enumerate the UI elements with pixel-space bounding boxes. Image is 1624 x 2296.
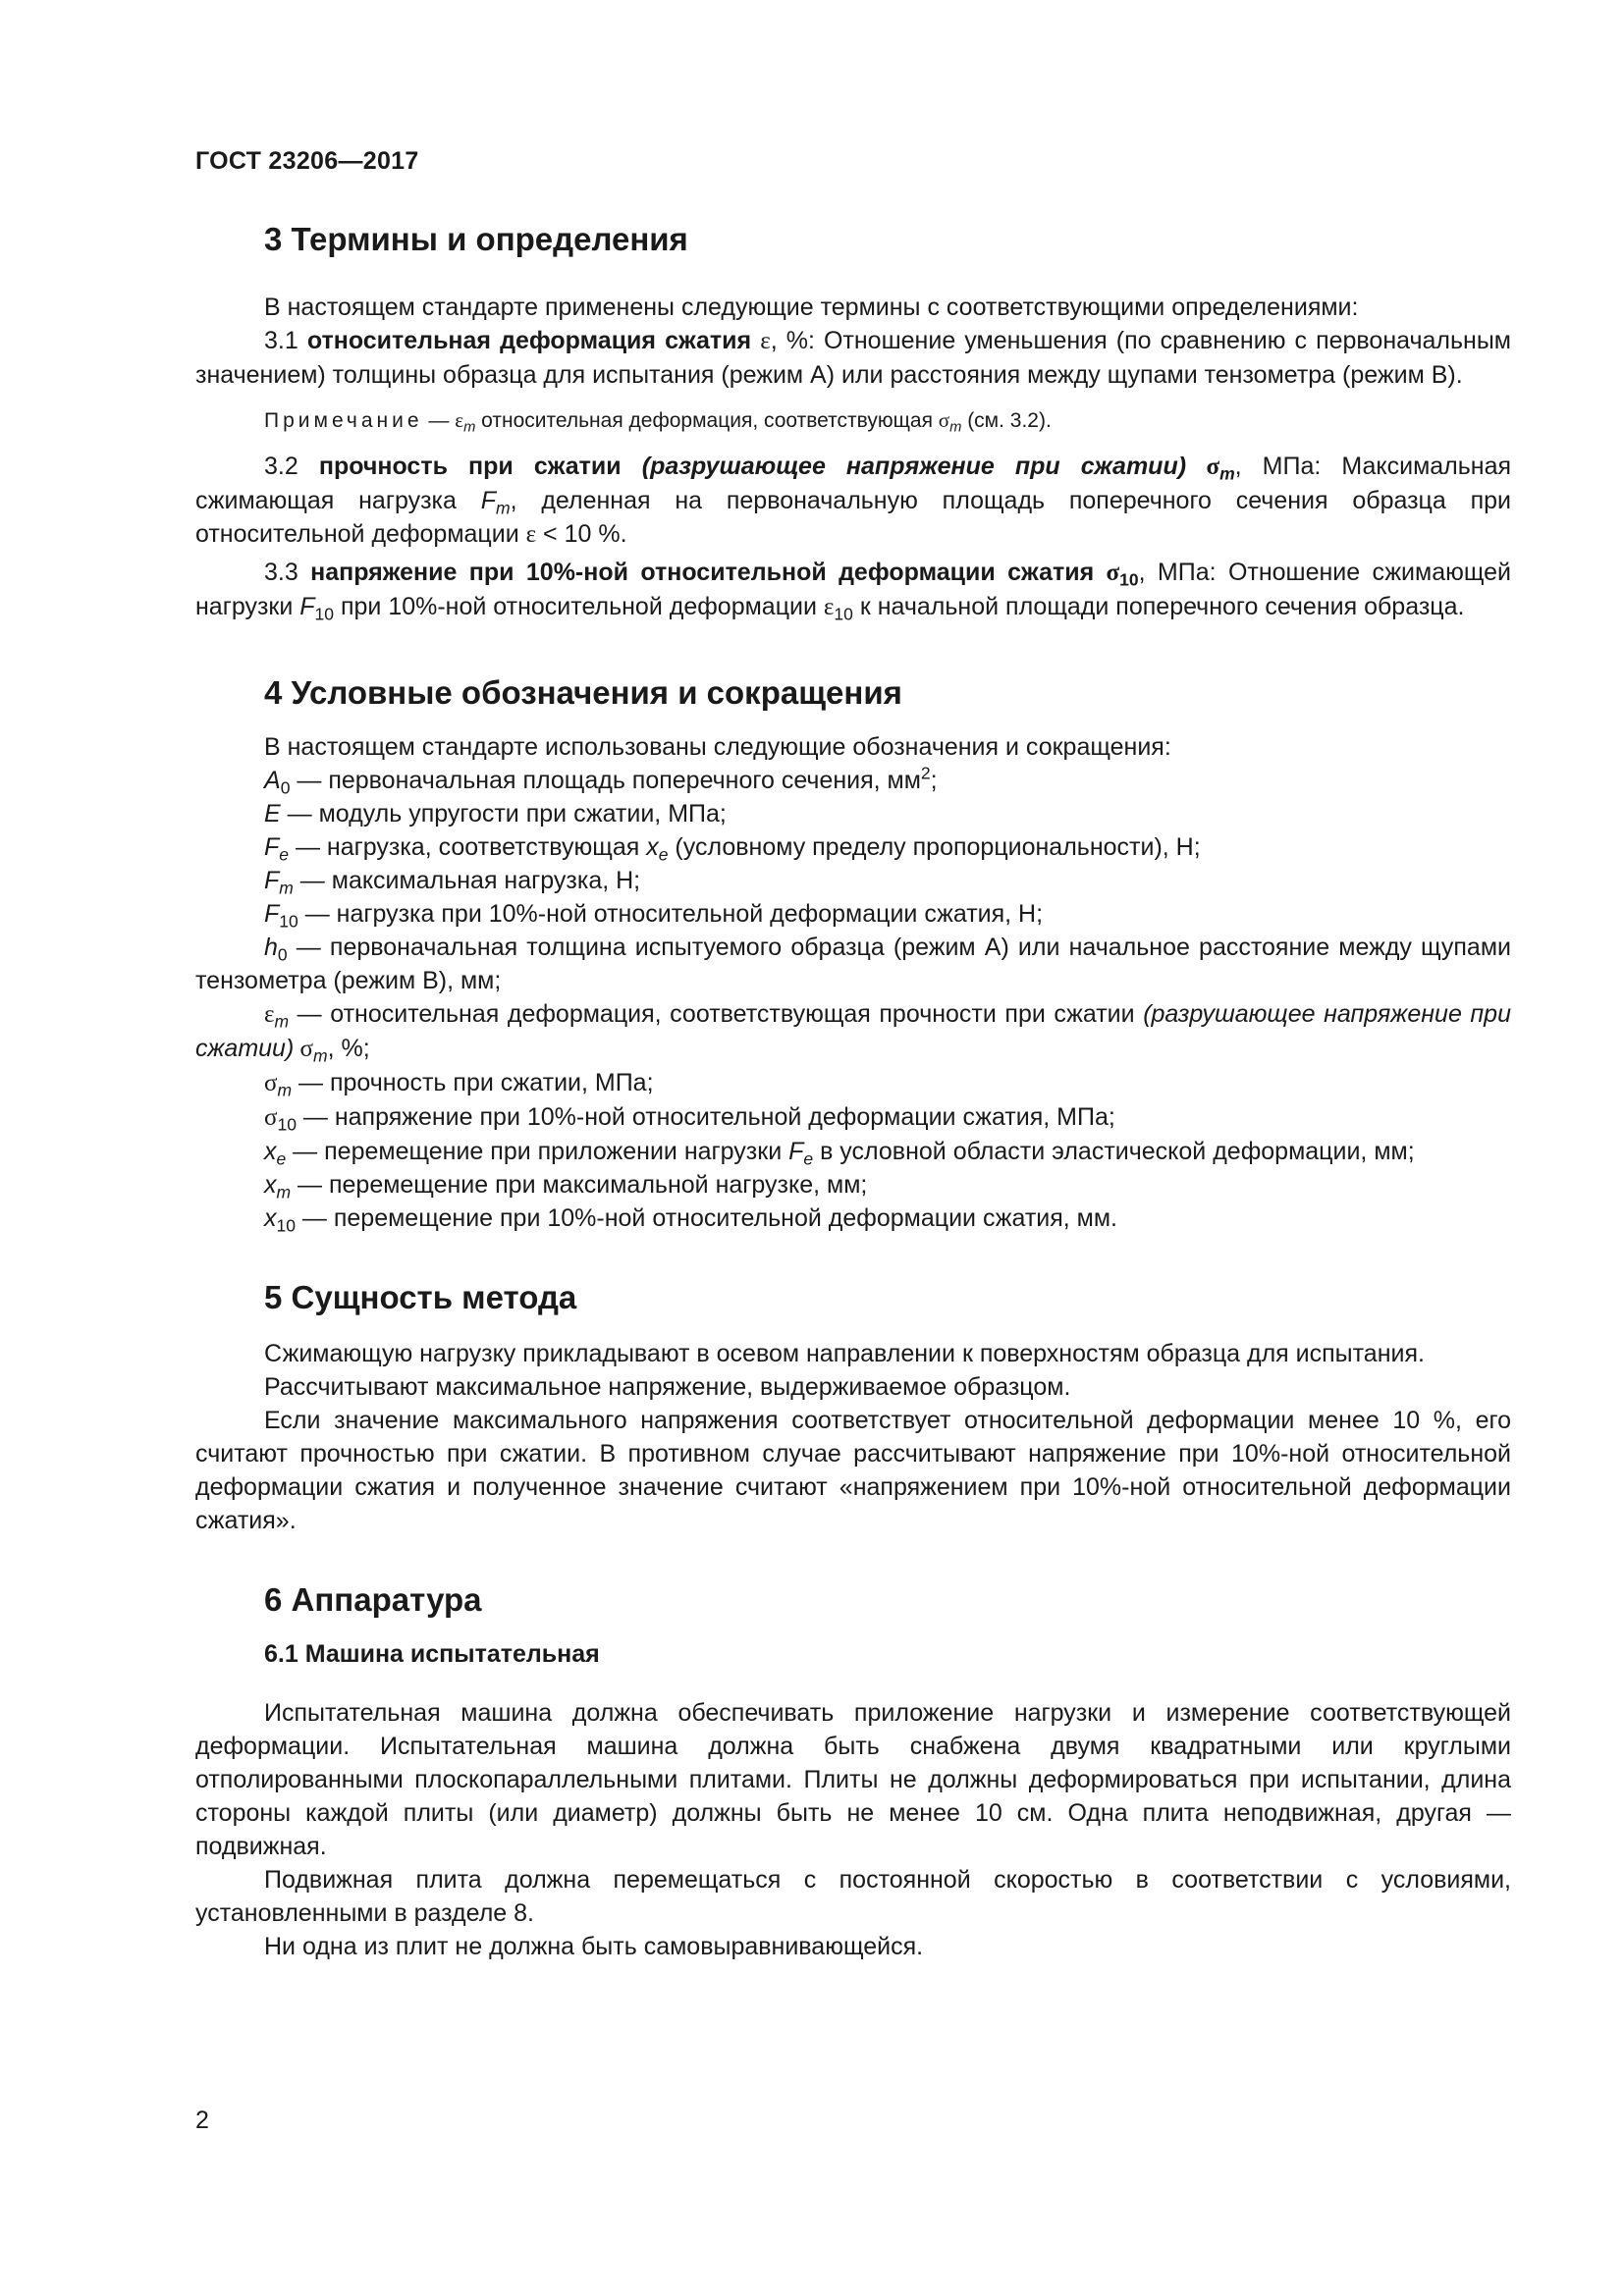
note-symbol: σ: [938, 408, 950, 432]
symbol-item: $\varepsilon_m$ — относительная деформация, соответствующая прочности при сжатии (разрушающее напряжение при сжатии) $\sigma_m$, %;: [195, 1000, 1511, 1066]
note-subscript: m: [949, 419, 962, 436]
paragraph: Рассчитывают максимальное напряжение, выдерживаемое образцом.: [264, 1373, 1071, 1401]
term-definition: , МПа: Отношение сжимающей нагрузки: [195, 559, 1512, 620]
term-subscript: m: [1219, 463, 1235, 484]
term-definition: , %: Отношение уменьшения (по сравнению с первоначальным значением) толщины образца для испытания (режим А) или расстояния между щупами тензометра (режим В).: [195, 327, 1511, 389]
term-3-2: [195, 450, 1511, 552]
note-subscript: m: [463, 419, 476, 436]
symbol-item: $\sigma_m$ — прочность при сжатии, МПа;: [264, 1069, 654, 1100]
term-symbol: ε: [760, 328, 771, 354]
paragraph: Ни одна из плит не должна быть самовыравнивающейся.: [264, 1933, 924, 1960]
symbol-item: $F_m$ — максимальная нагрузка, Н;: [264, 867, 641, 898]
note-text: (см. 3.2).: [961, 409, 1052, 432]
paragraph: Испытательная машина должна обеспечивать приложение нагрузки и измерение соответствующей деформации. Испытательная машина должна быть снабжена двумя квадратными или круглыми отполированными плоскопараллельными плитами. Плиты не должны деформироваться при испытании, длина стороны каждой плиты (или диаметр) должны быть не менее 10 см. Одна плита неподвижная, другая — подвижная.: [195, 1699, 1511, 1860]
section-5-heading: 5 Сущность метода: [264, 1279, 577, 1315]
symbol-item: $\sigma_{10}$ — напряжение при 10%-ной относительной деформации сжатия, МПа;: [264, 1103, 1115, 1135]
symbol-item: $A_0$ — первоначальная площадь поперечного сечения, $мм^2$;: [264, 763, 938, 798]
term-definition: < 10 %.: [536, 520, 627, 548]
term-definition: , деленная на первоначальную площадь поперечного сечения образца при относительной деформации: [195, 487, 1511, 548]
symbol-item: E — модуль упругости при сжатии, МПа;: [264, 800, 727, 828]
section-6-heading: 6 Аппаратура: [264, 1581, 482, 1618]
term-synonym: (разрушающее напряжение при сжатии): [641, 453, 1187, 480]
symbol-item: $F_e$ — нагрузка, соответствующая $x_e$ (условному пределу пропорциональности), Н;: [264, 833, 1201, 865]
symbol-item: $x_{10}$ — перемещение при 10%-ной относительной деформации сжатия, мм.: [264, 1204, 1117, 1236]
term-name: прочность при сжатии: [318, 453, 642, 480]
note-label: Примечание: [264, 409, 423, 432]
symbol-F: F: [480, 487, 497, 514]
symbol-subscript: 10: [834, 604, 853, 624]
term-number: 3.1: [264, 327, 307, 354]
note-3-1: [195, 403, 1511, 438]
paragraph: Подвижная плита должна перемещаться с постоянной скоростью в соответствии с условиями, установленными в разделе 8.: [195, 1866, 1511, 1927]
term-3-3: [195, 556, 1511, 624]
term-subscript: 10: [1119, 569, 1139, 590]
symbol-F: F: [299, 593, 315, 620]
note-symbol: ε: [455, 408, 464, 432]
term-name: напряжение при 10%-ной относительной деформации сжатия: [310, 559, 1107, 586]
note-dash: —: [422, 409, 456, 432]
symbol-item: $x_m$ — перемещение при максимальной нагрузке, мм;: [264, 1171, 868, 1202]
symbol-subscript: m: [496, 498, 511, 518]
section-3-heading: 3 Термины и определения: [264, 221, 688, 257]
page-content: [195, 218, 1511, 1963]
symbol-item: $F_{10}$ — нагрузка при 10%-ной относительной деформации сжатия, Н;: [264, 900, 1044, 932]
section-3-intro: В настоящем стандарте применены следующие термины с соответствующими определениями:: [264, 294, 1359, 321]
paragraph: Сжимающую нагрузку прикладывают в осевом направлении к поверхностям образца для испытания.: [264, 1340, 1425, 1367]
term-name: относительная деформация сжатия: [306, 327, 752, 354]
section-4-heading: 4 Условные обозначения и сокращения: [264, 674, 902, 711]
symbol-item: $x_e$ — перемещение при приложении нагрузки $F_e$ в условной области эластической деформации, мм;: [264, 1138, 1415, 1169]
symbol-epsilon: ε: [525, 521, 537, 548]
term-number: 3.2: [264, 453, 319, 480]
term-definition: при 10%-ной относительной деформации: [334, 593, 824, 620]
page-number: 2: [195, 2107, 209, 2134]
section-4-intro: В настоящем стандарте использованы следующие обозначения и сокращения:: [264, 733, 1171, 761]
term-3-1: [195, 324, 1511, 392]
symbol-item: $h_0$ — первоначальная толщина испытуемого образца (режим А) или начальное расстояние между щупами тензометра (режим В), мм;: [195, 934, 1511, 994]
subsection-6-1-heading: 6.1 Машина испытательная: [264, 1640, 600, 1668]
term-definition: , МПа: Максимальная сжимающая нагрузка: [195, 453, 1512, 514]
term-number: 3.3: [264, 559, 311, 586]
symbol-subscript: 10: [314, 604, 335, 624]
document-code: ГОСТ 23206—2017: [195, 147, 419, 175]
note-text: относительная деформация, соответствующая: [475, 409, 939, 432]
symbol-epsilon: ε: [823, 594, 835, 620]
term-definition: к начальной площади поперечного сечения образца.: [852, 593, 1465, 620]
term-symbol: σ: [1186, 454, 1220, 480]
paragraph: Если значение максимального напряжения соответствует относительной деформации менее 10 %, его считают прочностью при сжатии. В противном случае рассчитывают напряжение при 10%-ной относительной деформации сжатия и полученное значение считают «напряжением при 10%-ной относительной деформации сжатия».: [195, 1407, 1511, 1534]
term-symbol: σ: [1106, 560, 1120, 586]
